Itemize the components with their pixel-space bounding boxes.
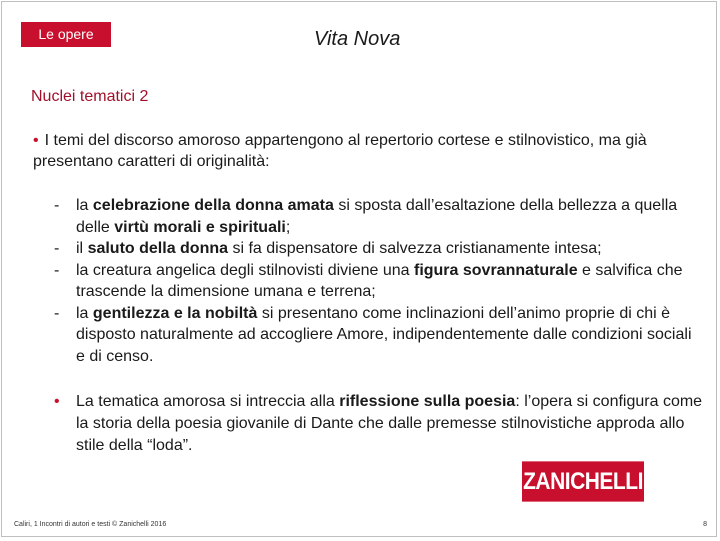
slide <box>1 1 717 537</box>
item-emphasis: gentilezza e la nobiltà <box>92 304 258 322</box>
item-text: si presentano come inclinazioni dell’animo proprie di chi è disposto naturalmente ad accogliere Amore, indipendentemente dalle condizioni sociali e di censo. <box>76 304 692 365</box>
publisher-logo: ZANICHELLI <box>522 461 644 501</box>
page-title: Vita Nova <box>314 28 401 50</box>
bullet-text: La tematica amorosa si intreccia alla <box>76 393 340 410</box>
list-item <box>54 238 704 260</box>
list-item <box>54 195 704 238</box>
bullet-icon: • <box>33 132 39 149</box>
item-text: la creatura angelica degli stilnovisti diviene una <box>76 261 414 279</box>
bullet-emphasis: riflessione sulla poesia <box>339 393 516 410</box>
item-text: la <box>76 197 93 214</box>
dash-marker: - <box>54 240 60 257</box>
item-text: si fa dispensatore di salvezza cristianamente intesa; <box>228 240 602 257</box>
footer-credit: Caliri, 1 Incontri di autori e testi © Zanichelli 2016 <box>14 521 167 528</box>
list-item <box>54 303 704 368</box>
item-emphasis: virtù morali e spirituali <box>114 218 286 236</box>
theme-list <box>54 195 704 367</box>
item-text: il <box>76 240 88 257</box>
section-subtitle: Nuclei tematici 2 <box>31 88 149 105</box>
item-emphasis: saluto della donna <box>87 240 229 257</box>
section-tag: Le opere <box>21 22 111 47</box>
bullet-icon: • <box>54 393 60 410</box>
item-text: ; <box>285 218 291 236</box>
page-number: 8 <box>703 521 707 528</box>
bullet-text: : l’opera si configura come la storia della poesia giovanile di Dante che dalle premesse stilnovistiche approda allo stile della “loda”. <box>76 393 703 454</box>
dash-marker: - <box>54 261 60 279</box>
item-emphasis: figura sovrannaturale <box>413 261 578 279</box>
intro-text: I temi del discorso amoroso appartengono al repertorio cortese e stilnovistico, ma già presentano caratteri di originalità: <box>33 132 647 170</box>
intro-paragraph <box>33 130 703 172</box>
item-emphasis: celebrazione della donna amata <box>92 197 334 214</box>
dash-marker: - <box>54 197 60 214</box>
item-text: e salvifica che trascende la dimensione umana e terrena; <box>76 261 683 300</box>
list-item <box>54 260 704 303</box>
dash-marker: - <box>54 304 60 322</box>
item-text: si sposta dall’esaltazione della bellezza a quella delle <box>76 197 678 236</box>
item-text: la <box>76 304 93 322</box>
closing-bullet <box>54 391 716 457</box>
